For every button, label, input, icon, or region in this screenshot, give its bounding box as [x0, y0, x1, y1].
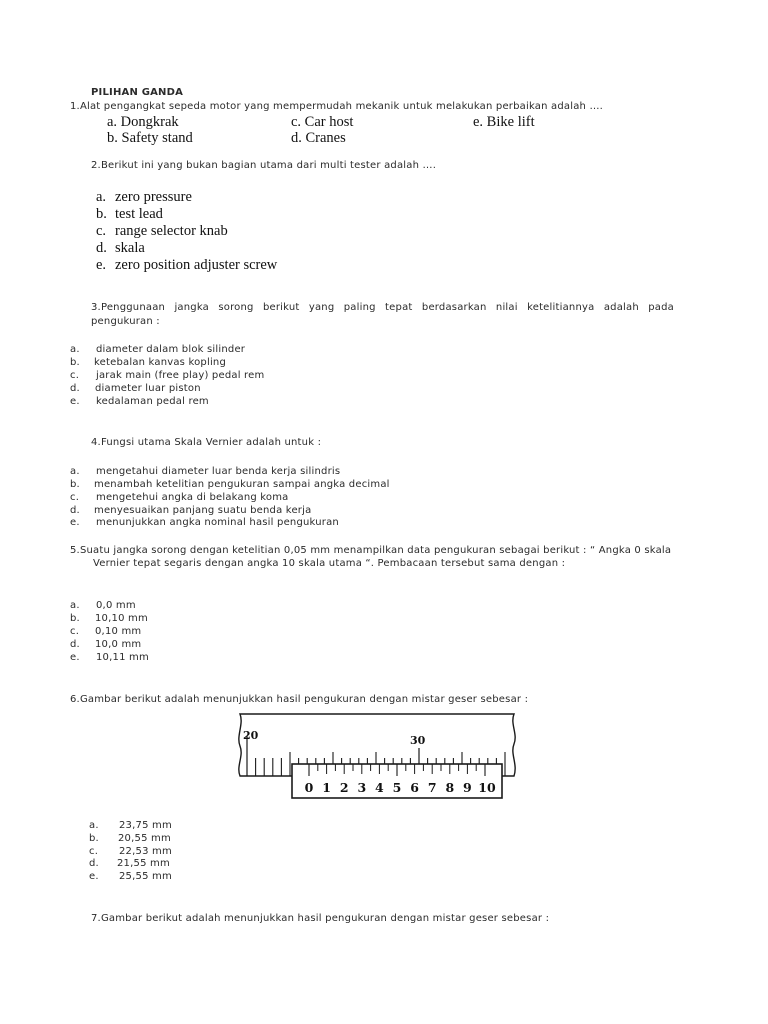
vernier-label-6: 6	[410, 780, 419, 795]
vernier-label-4: 4	[375, 780, 384, 795]
vernier-label-5: 5	[392, 780, 402, 795]
option-text: menambah ketelitian pengukuran sampai angka decimal	[94, 479, 390, 490]
q4-option-c	[70, 492, 289, 503]
q3-option-b	[70, 357, 226, 368]
option-text: 10,11 mm	[96, 652, 149, 663]
q3-option-d	[70, 383, 201, 394]
option-letter: a.	[96, 189, 107, 205]
q6-option-c	[89, 846, 172, 857]
option-letter: a.	[89, 820, 99, 831]
question-2-text: 2.Berikut ini yang bukan bagian utama dari multi tester adalah ….	[91, 160, 437, 171]
option-text: 0,10 mm	[95, 626, 142, 637]
option-letter: c.	[96, 223, 107, 239]
option-letter: e.	[96, 257, 107, 273]
q5-option-e	[70, 652, 149, 663]
question-1-text: 1.Alat pengangkat sepeda motor yang mempermudah mekanik untuk melakukan perbaikan adalah ….	[70, 101, 604, 112]
option-text: mengetehui angka di belakang koma	[96, 492, 289, 503]
vernier-label-1: 1	[322, 780, 331, 795]
option-letter: d.	[70, 505, 80, 516]
q4-option-b	[70, 479, 390, 490]
q2-option-d	[96, 240, 145, 257]
option-letter: d.	[89, 858, 99, 869]
option-text: 21,55 mm	[117, 858, 170, 869]
q6-option-a	[89, 820, 172, 831]
q4-option-e	[70, 517, 339, 528]
option-letter: c.	[70, 492, 80, 503]
option-letter: c.	[89, 846, 99, 857]
option-text: menyesuaikan panjang suatu benda kerja	[94, 505, 312, 516]
question-3-line-1: 3.Penggunaan jangka sorong berikut yang paling tepat berdasarkan nilai ketelitiannya adalah pada	[91, 302, 674, 313]
option-text: skala	[115, 240, 145, 256]
option-letter: d.	[70, 383, 80, 394]
option-letter: e.	[70, 517, 80, 528]
option-letter: a.	[70, 600, 80, 611]
q3-option-a	[70, 344, 245, 355]
option-text: diameter luar piston	[95, 383, 201, 394]
vernier-scale	[292, 764, 502, 798]
q4-option-a	[70, 466, 340, 477]
question-5-line-1: 5.Suatu jangka sorong dengan ketelitian 0,05 mm menampilkan data pengukuran sebagai berikut : “ Angka 0 skala	[70, 545, 672, 556]
q1-option-e: e. Bike lift	[473, 114, 535, 130]
vernier-caliper-figure	[226, 708, 532, 802]
option-text: test lead	[115, 206, 163, 222]
q3-option-c	[70, 370, 264, 381]
option-letter: c.	[70, 626, 80, 637]
q1-option-d: d. Cranes	[291, 130, 346, 146]
question-4-text: 4.Fungsi utama Skala Vernier adalah untuk :	[91, 437, 322, 448]
q5-option-b	[70, 613, 148, 624]
option-text: zero position adjuster screw	[115, 257, 278, 273]
option-text: ketebalan kanvas kopling	[94, 357, 227, 368]
option-text: kedalaman pedal rem	[96, 396, 209, 407]
option-text: 22,53 mm	[119, 846, 172, 857]
q1-option-b: b. Safety stand	[107, 130, 193, 146]
q6-option-b	[89, 833, 171, 844]
q5-option-a	[70, 600, 136, 611]
q6-option-d	[89, 858, 170, 869]
option-letter: e.	[70, 396, 80, 407]
option-letter: a.	[70, 344, 80, 355]
q6-option-e	[89, 871, 172, 882]
option-text: 10,10 mm	[95, 613, 148, 624]
option-letter: e.	[70, 652, 80, 663]
option-letter: d.	[70, 639, 80, 650]
q3-option-e	[70, 396, 209, 407]
option-text: jarak main (free play) pedal rem	[96, 370, 265, 381]
option-text: range selector knab	[115, 223, 228, 239]
question-7-text: 7.Gambar berikut adalah menunjukkan hasil pengukuran dengan mistar geser sebesar :	[91, 913, 550, 924]
option-letter: c.	[70, 370, 80, 381]
question-5-line-2: Vernier tepat segaris dengan angka 10 skala utama “. Pembacaan tersebut sama dengan :	[93, 558, 566, 569]
q5-option-d	[70, 639, 141, 650]
option-text: 23,75 mm	[119, 820, 172, 831]
q1-option-c: c. Car host	[291, 114, 354, 130]
q5-option-c	[70, 626, 141, 637]
option-letter: b.	[70, 479, 80, 490]
vernier-label-7: 7	[427, 780, 437, 795]
option-letter: a.	[70, 466, 80, 477]
question-3-line-2: pengukuran :	[91, 316, 160, 327]
vernier-label-0: 0	[304, 780, 314, 795]
vernier-label-8: 8	[445, 780, 455, 795]
option-letter: b.	[89, 833, 99, 844]
option-text: 25,55 mm	[119, 871, 172, 882]
q2-option-a	[96, 189, 192, 206]
vernier-label-10: 10	[478, 780, 496, 795]
option-text: mengetahui diameter luar benda kerja silindris	[96, 466, 341, 477]
q2-option-e	[96, 257, 277, 274]
q2-option-b	[96, 206, 163, 223]
question-6-text: 6.Gambar berikut adalah menunjukkan hasil pengukuran dengan mistar geser sebesar :	[70, 694, 529, 705]
vernier-label-2: 2	[339, 780, 349, 795]
vernier-label-3: 3	[357, 780, 367, 795]
option-letter: b.	[70, 357, 80, 368]
option-text: diameter dalam blok silinder	[96, 344, 246, 355]
vernier-label-9: 9	[463, 780, 472, 795]
option-text: 20,55 mm	[118, 833, 171, 844]
option-text: menunjukkan angka nominal hasil pengukuran	[96, 517, 339, 528]
option-letter: b.	[96, 206, 107, 222]
q4-option-d	[70, 505, 311, 516]
main-scale-label-20: 20	[243, 729, 259, 742]
section-heading: PILIHAN GANDA	[91, 87, 184, 98]
q1-option-a: a. Dongkrak	[107, 114, 179, 130]
option-letter: d.	[96, 240, 107, 256]
option-text: 0,0 mm	[96, 600, 136, 611]
option-text: 10,0 mm	[95, 639, 142, 650]
option-letter: b.	[70, 613, 80, 624]
option-letter: e.	[89, 871, 99, 882]
option-text: zero pressure	[115, 189, 192, 205]
main-scale-label-30: 30	[410, 734, 426, 747]
q2-option-c	[96, 223, 228, 240]
